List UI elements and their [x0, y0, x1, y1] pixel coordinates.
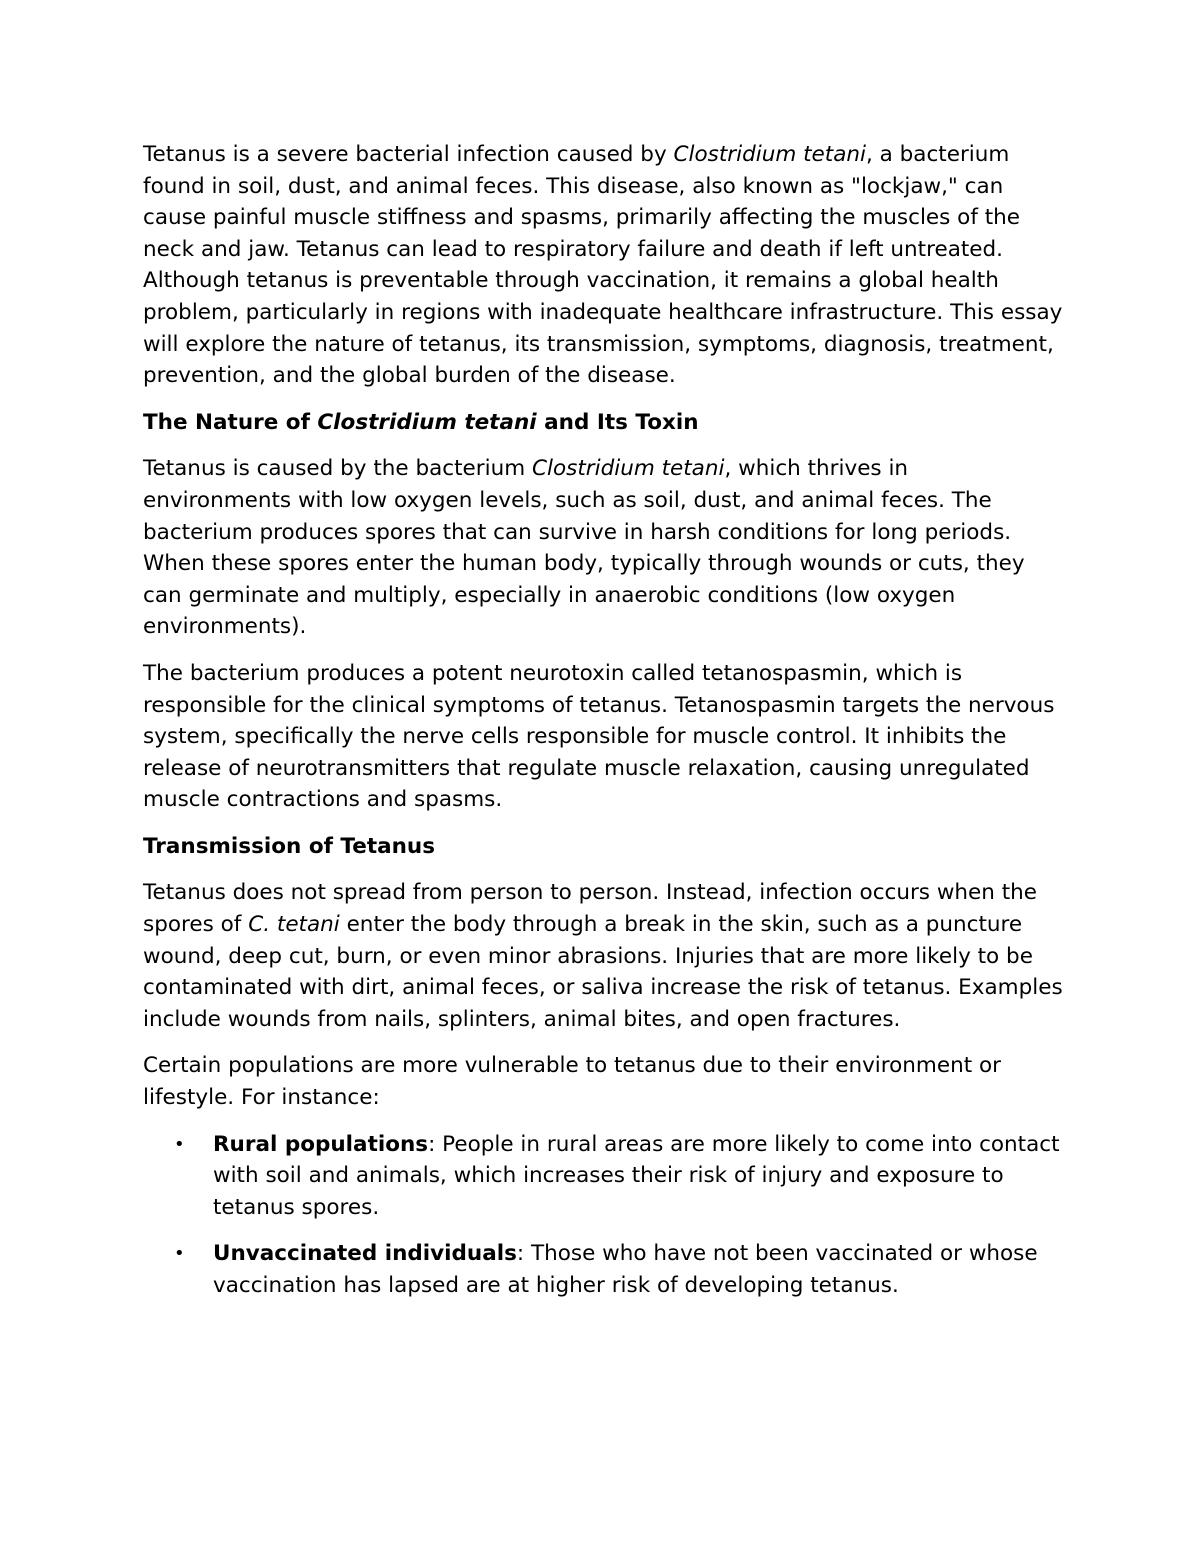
transmission-text-2: enter the body through a break in the skin, such as a puncture wound, deep cut, burn, or even minor abrasions. Injuries that are more likely to be contaminated with dirt, animal feces, or saliva increase the risk of tetanus. Examples include wounds from nails, splinters, animal bites, and open fractures. [143, 912, 1063, 1032]
vulnerable-populations-list [143, 1129, 1063, 1302]
intro-text-1: Tetanus is a severe bacterial infection caused by [143, 142, 674, 167]
heading-text-c: and Its Toxin [536, 409, 699, 435]
nature-text-1: Tetanus is caused by the bacterium [143, 456, 532, 482]
nature-paragraph-2: The bacterium produces a potent neurotoxin called tetanospasmin, which is responsible for the clinical symptoms of tetanus. Tetanospasmin targets the nervous system, specifically the nerve cells responsible for muscle control. It inhibits the release of neurotransmitters that regulate muscle relaxation, causing unregulated muscle contractions and spasms. [143, 660, 1055, 813]
bullet-icon: • [174, 1243, 185, 1265]
transmission-text-1: Tetanus does not spread from person to person. Instead, infection occurs when the spores of [143, 880, 1038, 938]
intro-text-2: , a bacterium found in soil, dust, and animal feces. This disease, also known as "lockjaw," can cause painful muscle stiffness and spasms, primarily affecting the muscles of the neck and jaw. Tetanus can lead to respiratory failure and death if left untreated. Although tetanus is preventable through vaccination, it remains a global health problem, particularly in regions with inadequate healthcare infrastructure. This essay will explore the nature of tetanus, its transmission, symptoms, diagnosis, treatment, prevention, and the global burden of the disease. [143, 142, 1063, 389]
intro-paragraph [143, 139, 1063, 392]
list-item-term: Unvaccinated individuals [213, 1241, 517, 1267]
list-item [143, 1129, 1063, 1224]
transmission-paragraph-1 [143, 877, 1063, 1035]
nature-text-2: , which thrives in environments with low oxygen levels, such as soil, dust, and animal feces. The bacterium produces spores that can survive in harsh conditions for long periods. When these spores enter the human body, typically through wounds or cuts, they can germinate and multiply, especially in anaerobic conditions (low oxygen environments). [143, 456, 1025, 640]
section-heading-nature [143, 407, 1063, 439]
nature-paragraph-1 [143, 453, 1063, 643]
list-item-text: : People in rural areas are more likely to come into contact with soil and animals, which increases their risk of injury and exposure to tetanus spores. [213, 1131, 1060, 1220]
bullet-icon: • [174, 1133, 185, 1155]
heading-species-name: Clostridium tetani [317, 409, 537, 435]
transmission-paragraph-2: Certain populations are more vulnerable to tetanus due to their environment or lifestyle. For instance: [143, 1053, 1001, 1111]
section-heading-transmission: Transmission of Tetanus [143, 833, 436, 859]
document-body [143, 139, 1063, 1317]
transmission-species-name: C. tetani [248, 912, 340, 938]
list-item-text: : Those who have not been vaccinated or whose vaccination has lapsed are at higher risk of developing tetanus. [213, 1241, 1038, 1298]
list-item [143, 1238, 1063, 1301]
nature-species-name: Clostridium tetani [531, 456, 725, 482]
list-item-term: Rural populations [213, 1131, 429, 1157]
intro-species-name: Clostridium tetani [673, 142, 866, 167]
heading-text-a: The Nature of [143, 409, 318, 435]
